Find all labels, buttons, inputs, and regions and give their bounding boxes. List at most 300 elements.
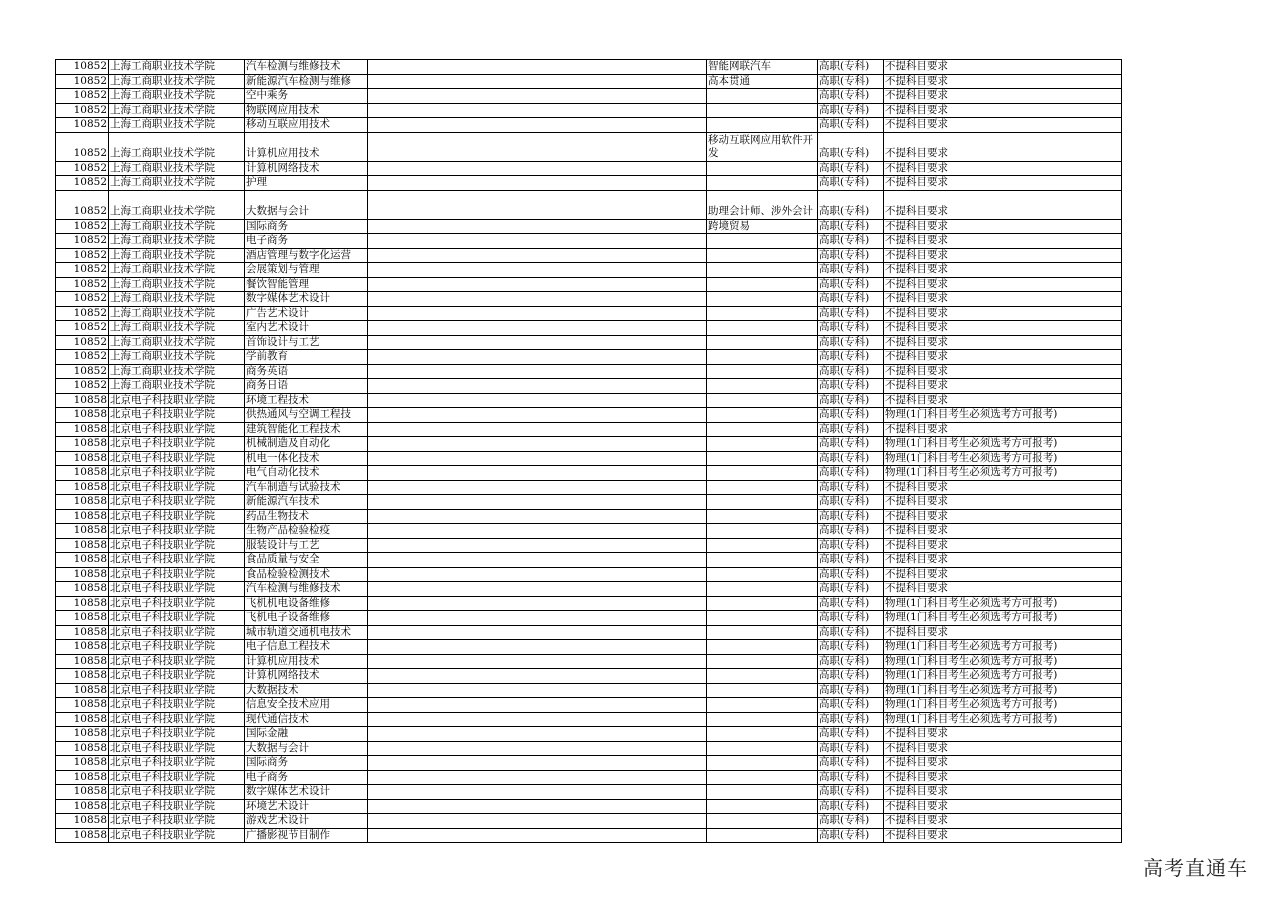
table-row — [56, 379, 1122, 394]
major-name-cell: 商务英语 — [245, 364, 368, 379]
table-row — [56, 437, 1122, 452]
empty-cell — [368, 553, 707, 568]
major-name-cell: 环境工程技术 — [245, 393, 368, 408]
empty-cell — [368, 698, 707, 713]
subject-requirement-cell: 不提科目要求 — [884, 306, 1122, 321]
school-code-cell: 10858 — [56, 393, 109, 408]
table-row — [56, 234, 1122, 249]
major-name-cell: 移动互联应用技术 — [245, 118, 368, 133]
subject-requirement-cell: 不提科目要求 — [884, 509, 1122, 524]
major-name-cell: 计算机应用技术 — [245, 132, 368, 161]
empty-cell — [368, 292, 707, 307]
major-direction-cell — [707, 828, 818, 843]
table-row — [56, 263, 1122, 278]
subject-requirement-cell: 不提科目要求 — [884, 379, 1122, 394]
major-direction-cell — [707, 321, 818, 336]
subject-requirement-cell: 不提科目要求 — [884, 814, 1122, 829]
empty-cell — [368, 306, 707, 321]
table-row — [56, 306, 1122, 321]
level-cell: 高职(专科) — [818, 60, 884, 75]
major-direction-cell — [707, 161, 818, 176]
empty-cell — [368, 712, 707, 727]
level-cell: 高职(专科) — [818, 799, 884, 814]
school-code-cell: 10858 — [56, 770, 109, 785]
enrollment-table — [55, 59, 1122, 843]
table-row — [56, 422, 1122, 437]
school-name-cell: 上海工商职业技术学院 — [109, 277, 245, 292]
subject-requirement-cell: 不提科目要求 — [884, 422, 1122, 437]
empty-cell — [368, 669, 707, 684]
major-direction-cell — [707, 611, 818, 626]
empty-cell — [368, 611, 707, 626]
empty-cell — [368, 60, 707, 75]
table-row — [56, 103, 1122, 118]
major-name-cell: 信息安全技术应用 — [245, 698, 368, 713]
watermark: 高考直通车 — [1143, 856, 1248, 880]
school-code-cell: 10852 — [56, 74, 109, 89]
subject-requirement-cell: 不提科目要求 — [884, 263, 1122, 278]
level-cell: 高职(专科) — [818, 582, 884, 597]
major-direction-cell — [707, 277, 818, 292]
empty-cell — [368, 118, 707, 133]
major-name-cell: 城市轨道交通机电技术 — [245, 625, 368, 640]
school-code-cell: 10852 — [56, 277, 109, 292]
table-row — [56, 524, 1122, 539]
table-row — [56, 712, 1122, 727]
school-code-cell: 10852 — [56, 234, 109, 249]
major-name-cell: 电子商务 — [245, 770, 368, 785]
school-name-cell: 北京电子科技职业学院 — [109, 596, 245, 611]
table-row — [56, 176, 1122, 191]
major-direction-cell — [707, 785, 818, 800]
school-code-cell: 10858 — [56, 582, 109, 597]
school-code-cell: 10852 — [56, 176, 109, 191]
school-code-cell: 10858 — [56, 654, 109, 669]
level-cell: 高职(专科) — [818, 828, 884, 843]
major-direction-cell — [707, 292, 818, 307]
table-row — [56, 625, 1122, 640]
subject-requirement-cell: 物理(1门科目考生必须选考方可报考) — [884, 669, 1122, 684]
empty-cell — [368, 799, 707, 814]
empty-cell — [368, 190, 707, 219]
table-row — [56, 756, 1122, 771]
subject-requirement-cell: 不提科目要求 — [884, 582, 1122, 597]
major-direction-cell — [707, 698, 818, 713]
table-row — [56, 770, 1122, 785]
major-name-cell: 新能源汽车技术 — [245, 495, 368, 510]
major-direction-cell — [707, 727, 818, 742]
level-cell: 高职(专科) — [818, 756, 884, 771]
subject-requirement-cell: 不提科目要求 — [884, 393, 1122, 408]
school-code-cell: 10852 — [56, 89, 109, 104]
major-name-cell: 国际商务 — [245, 756, 368, 771]
subject-requirement-cell: 不提科目要求 — [884, 756, 1122, 771]
level-cell: 高职(专科) — [818, 379, 884, 394]
level-cell: 高职(专科) — [818, 350, 884, 365]
empty-cell — [368, 495, 707, 510]
school-name-cell: 上海工商职业技术学院 — [109, 60, 245, 75]
major-direction-cell — [707, 422, 818, 437]
level-cell: 高职(专科) — [818, 248, 884, 263]
major-direction-cell — [707, 654, 818, 669]
major-name-cell: 汽车检测与维修技术 — [245, 60, 368, 75]
school-name-cell: 北京电子科技职业学院 — [109, 669, 245, 684]
major-name-cell: 首饰设计与工艺 — [245, 335, 368, 350]
major-direction-cell — [707, 176, 818, 191]
level-cell: 高职(专科) — [818, 437, 884, 452]
major-name-cell: 新能源汽车检测与维修 — [245, 74, 368, 89]
table-body — [56, 60, 1122, 843]
major-name-cell: 药品生物技术 — [245, 509, 368, 524]
school-name-cell: 北京电子科技职业学院 — [109, 509, 245, 524]
school-code-cell: 10858 — [56, 466, 109, 481]
subject-requirement-cell: 不提科目要求 — [884, 248, 1122, 263]
empty-cell — [368, 277, 707, 292]
level-cell: 高职(专科) — [818, 480, 884, 495]
empty-cell — [368, 234, 707, 249]
level-cell: 高职(专科) — [818, 654, 884, 669]
empty-cell — [368, 263, 707, 278]
table-row — [56, 698, 1122, 713]
school-code-cell: 10858 — [56, 422, 109, 437]
subject-requirement-cell: 不提科目要求 — [884, 60, 1122, 75]
level-cell: 高职(专科) — [818, 698, 884, 713]
major-direction-cell — [707, 509, 818, 524]
subject-requirement-cell: 物理(1门科目考生必须选考方可报考) — [884, 437, 1122, 452]
major-name-cell: 电气自动化技术 — [245, 466, 368, 481]
school-name-cell: 上海工商职业技术学院 — [109, 263, 245, 278]
major-direction-cell — [707, 379, 818, 394]
empty-cell — [368, 74, 707, 89]
empty-cell — [368, 654, 707, 669]
table-row — [56, 640, 1122, 655]
table-row — [56, 248, 1122, 263]
table-row — [56, 364, 1122, 379]
subject-requirement-cell: 物理(1门科目考生必须选考方可报考) — [884, 683, 1122, 698]
table-row — [56, 741, 1122, 756]
table-row — [56, 60, 1122, 75]
school-code-cell: 10852 — [56, 335, 109, 350]
level-cell: 高职(专科) — [818, 219, 884, 234]
level-cell: 高职(专科) — [818, 364, 884, 379]
school-name-cell: 上海工商职业技术学院 — [109, 364, 245, 379]
subject-requirement-cell: 不提科目要求 — [884, 553, 1122, 568]
school-name-cell: 上海工商职业技术学院 — [109, 132, 245, 161]
subject-requirement-cell: 物理(1门科目考生必须选考方可报考) — [884, 611, 1122, 626]
major-direction-cell — [707, 524, 818, 539]
empty-cell — [368, 538, 707, 553]
level-cell: 高职(专科) — [818, 509, 884, 524]
major-direction-cell — [707, 567, 818, 582]
major-direction-cell — [707, 582, 818, 597]
subject-requirement-cell: 不提科目要求 — [884, 770, 1122, 785]
school-code-cell: 10852 — [56, 350, 109, 365]
empty-cell — [368, 451, 707, 466]
school-code-cell: 10858 — [56, 683, 109, 698]
subject-requirement-cell: 不提科目要求 — [884, 538, 1122, 553]
empty-cell — [368, 727, 707, 742]
school-code-cell: 10852 — [56, 190, 109, 219]
major-name-cell: 计算机网络技术 — [245, 669, 368, 684]
subject-requirement-cell: 不提科目要求 — [884, 89, 1122, 104]
empty-cell — [368, 683, 707, 698]
level-cell: 高职(专科) — [818, 669, 884, 684]
empty-cell — [368, 466, 707, 481]
table-row — [56, 451, 1122, 466]
school-code-cell: 10852 — [56, 379, 109, 394]
school-name-cell: 北京电子科技职业学院 — [109, 408, 245, 423]
empty-cell — [368, 596, 707, 611]
school-code-cell: 10858 — [56, 698, 109, 713]
school-code-cell: 10858 — [56, 408, 109, 423]
school-name-cell: 北京电子科技职业学院 — [109, 799, 245, 814]
major-name-cell: 计算机网络技术 — [245, 161, 368, 176]
major-direction-cell — [707, 596, 818, 611]
subject-requirement-cell: 物理(1门科目考生必须选考方可报考) — [884, 596, 1122, 611]
empty-cell — [368, 393, 707, 408]
table-row — [56, 393, 1122, 408]
empty-cell — [368, 480, 707, 495]
major-direction-cell: 助理会计师、涉外会计 — [707, 190, 818, 219]
school-code-cell: 10858 — [56, 538, 109, 553]
subject-requirement-cell: 不提科目要求 — [884, 785, 1122, 800]
major-direction-cell — [707, 712, 818, 727]
major-name-cell: 食品质量与安全 — [245, 553, 368, 568]
major-name-cell: 商务日语 — [245, 379, 368, 394]
school-code-cell: 10858 — [56, 727, 109, 742]
table-row — [56, 509, 1122, 524]
subject-requirement-cell: 物理(1门科目考生必须选考方可报考) — [884, 698, 1122, 713]
major-name-cell: 现代通信技术 — [245, 712, 368, 727]
level-cell: 高职(专科) — [818, 263, 884, 278]
major-name-cell: 服装设计与工艺 — [245, 538, 368, 553]
major-name-cell: 汽车检测与维修技术 — [245, 582, 368, 597]
table-row — [56, 785, 1122, 800]
table-row — [56, 654, 1122, 669]
major-name-cell: 飞机机电设备维修 — [245, 596, 368, 611]
level-cell: 高职(专科) — [818, 770, 884, 785]
level-cell: 高职(专科) — [818, 422, 884, 437]
school-name-cell: 上海工商职业技术学院 — [109, 234, 245, 249]
school-code-cell: 10852 — [56, 364, 109, 379]
subject-requirement-cell: 不提科目要求 — [884, 524, 1122, 539]
major-direction-cell — [707, 335, 818, 350]
school-name-cell: 上海工商职业技术学院 — [109, 292, 245, 307]
major-name-cell: 数字媒体艺术设计 — [245, 292, 368, 307]
empty-cell — [368, 103, 707, 118]
school-name-cell: 上海工商职业技术学院 — [109, 190, 245, 219]
table-row — [56, 567, 1122, 582]
major-name-cell: 广播影视节目制作 — [245, 828, 368, 843]
school-code-cell: 10852 — [56, 118, 109, 133]
major-name-cell: 餐饮智能管理 — [245, 277, 368, 292]
level-cell: 高职(专科) — [818, 321, 884, 336]
table-row — [56, 335, 1122, 350]
table-row — [56, 582, 1122, 597]
empty-cell — [368, 828, 707, 843]
school-name-cell: 北京电子科技职业学院 — [109, 553, 245, 568]
subject-requirement-cell: 不提科目要求 — [884, 625, 1122, 640]
empty-cell — [368, 640, 707, 655]
school-name-cell: 北京电子科技职业学院 — [109, 770, 245, 785]
school-name-cell: 北京电子科技职业学院 — [109, 611, 245, 626]
major-name-cell: 大数据技术 — [245, 683, 368, 698]
school-name-cell: 上海工商职业技术学院 — [109, 248, 245, 263]
empty-cell — [368, 321, 707, 336]
subject-requirement-cell: 物理(1门科目考生必须选考方可报考) — [884, 451, 1122, 466]
subject-requirement-cell: 不提科目要求 — [884, 132, 1122, 161]
level-cell: 高职(专科) — [818, 277, 884, 292]
subject-requirement-cell: 不提科目要求 — [884, 828, 1122, 843]
level-cell: 高职(专科) — [818, 495, 884, 510]
subject-requirement-cell: 物理(1门科目考生必须选考方可报考) — [884, 654, 1122, 669]
empty-cell — [368, 408, 707, 423]
school-name-cell: 上海工商职业技术学院 — [109, 161, 245, 176]
school-name-cell: 上海工商职业技术学院 — [109, 321, 245, 336]
school-name-cell: 上海工商职业技术学院 — [109, 350, 245, 365]
major-name-cell: 机械制造及自动化 — [245, 437, 368, 452]
school-code-cell: 10858 — [56, 828, 109, 843]
level-cell: 高职(专科) — [818, 89, 884, 104]
major-direction-cell — [707, 408, 818, 423]
school-name-cell: 北京电子科技职业学院 — [109, 495, 245, 510]
major-name-cell: 会展策划与管理 — [245, 263, 368, 278]
major-name-cell: 汽车制造与试验技术 — [245, 480, 368, 495]
empty-cell — [368, 350, 707, 365]
major-direction-cell — [707, 364, 818, 379]
major-name-cell: 机电一体化技术 — [245, 451, 368, 466]
table-row — [56, 495, 1122, 510]
subject-requirement-cell: 不提科目要求 — [884, 103, 1122, 118]
empty-cell — [368, 89, 707, 104]
level-cell: 高职(专科) — [818, 408, 884, 423]
subject-requirement-cell: 物理(1门科目考生必须选考方可报考) — [884, 712, 1122, 727]
table-row — [56, 219, 1122, 234]
subject-requirement-cell: 不提科目要求 — [884, 727, 1122, 742]
level-cell: 高职(专科) — [818, 176, 884, 191]
table-row — [56, 190, 1122, 219]
school-code-cell: 10858 — [56, 611, 109, 626]
school-name-cell: 北京电子科技职业学院 — [109, 654, 245, 669]
subject-requirement-cell: 不提科目要求 — [884, 190, 1122, 219]
empty-cell — [368, 379, 707, 394]
school-code-cell: 10858 — [56, 480, 109, 495]
subject-requirement-cell: 不提科目要求 — [884, 741, 1122, 756]
school-name-cell: 北京电子科技职业学院 — [109, 828, 245, 843]
school-name-cell: 北京电子科技职业学院 — [109, 785, 245, 800]
school-name-cell: 北京电子科技职业学院 — [109, 756, 245, 771]
major-direction-cell — [707, 466, 818, 481]
level-cell: 高职(专科) — [818, 335, 884, 350]
level-cell: 高职(专科) — [818, 103, 884, 118]
level-cell: 高职(专科) — [818, 292, 884, 307]
empty-cell — [368, 582, 707, 597]
table-row — [56, 118, 1122, 133]
subject-requirement-cell: 不提科目要求 — [884, 118, 1122, 133]
table-row — [56, 466, 1122, 481]
level-cell: 高职(专科) — [818, 451, 884, 466]
major-direction-cell — [707, 350, 818, 365]
level-cell: 高职(专科) — [818, 190, 884, 219]
subject-requirement-cell: 不提科目要求 — [884, 277, 1122, 292]
major-direction-cell — [707, 118, 818, 133]
school-name-cell: 北京电子科技职业学院 — [109, 567, 245, 582]
level-cell: 高职(专科) — [818, 553, 884, 568]
school-code-cell: 10858 — [56, 451, 109, 466]
table-row — [56, 814, 1122, 829]
major-direction-cell: 移动互联网应用软件开发 — [707, 132, 818, 161]
level-cell: 高职(专科) — [818, 683, 884, 698]
major-name-cell: 计算机应用技术 — [245, 654, 368, 669]
major-name-cell: 电子商务 — [245, 234, 368, 249]
school-name-cell: 北京电子科技职业学院 — [109, 422, 245, 437]
subject-requirement-cell: 不提科目要求 — [884, 480, 1122, 495]
major-direction-cell: 智能网联汽车 — [707, 60, 818, 75]
school-code-cell: 10852 — [56, 161, 109, 176]
major-name-cell: 酒店管理与数字化运营 — [245, 248, 368, 263]
school-code-cell: 10858 — [56, 756, 109, 771]
school-name-cell: 北京电子科技职业学院 — [109, 712, 245, 727]
table-row — [56, 350, 1122, 365]
school-name-cell: 北京电子科技职业学院 — [109, 727, 245, 742]
major-direction-cell: 高本贯通 — [707, 74, 818, 89]
table-row — [56, 799, 1122, 814]
school-code-cell: 10852 — [56, 103, 109, 118]
level-cell: 高职(专科) — [818, 712, 884, 727]
level-cell: 高职(专科) — [818, 814, 884, 829]
school-name-cell: 上海工商职业技术学院 — [109, 89, 245, 104]
subject-requirement-cell: 物理(1门科目考生必须选考方可报考) — [884, 640, 1122, 655]
table-row — [56, 553, 1122, 568]
major-name-cell: 学前教育 — [245, 350, 368, 365]
major-name-cell: 数字媒体艺术设计 — [245, 785, 368, 800]
major-direction-cell — [707, 553, 818, 568]
level-cell: 高职(专科) — [818, 132, 884, 161]
school-name-cell: 北京电子科技职业学院 — [109, 480, 245, 495]
subject-requirement-cell: 不提科目要求 — [884, 799, 1122, 814]
empty-cell — [368, 132, 707, 161]
subject-requirement-cell: 不提科目要求 — [884, 234, 1122, 249]
major-direction-cell — [707, 234, 818, 249]
level-cell: 高职(专科) — [818, 611, 884, 626]
level-cell: 高职(专科) — [818, 234, 884, 249]
school-code-cell: 10852 — [56, 248, 109, 263]
school-code-cell: 10858 — [56, 437, 109, 452]
school-name-cell: 北京电子科技职业学院 — [109, 698, 245, 713]
subject-requirement-cell: 不提科目要求 — [884, 161, 1122, 176]
school-name-cell: 上海工商职业技术学院 — [109, 103, 245, 118]
school-name-cell: 北京电子科技职业学院 — [109, 466, 245, 481]
major-name-cell: 国际金融 — [245, 727, 368, 742]
school-code-cell: 10852 — [56, 321, 109, 336]
major-direction-cell — [707, 248, 818, 263]
major-name-cell: 游戏艺术设计 — [245, 814, 368, 829]
subject-requirement-cell: 物理(1门科目考生必须选考方可报考) — [884, 408, 1122, 423]
level-cell: 高职(专科) — [818, 567, 884, 582]
table-row — [56, 828, 1122, 843]
major-direction-cell — [707, 538, 818, 553]
empty-cell — [368, 219, 707, 234]
school-name-cell: 北京电子科技职业学院 — [109, 582, 245, 597]
empty-cell — [368, 741, 707, 756]
level-cell: 高职(专科) — [818, 74, 884, 89]
table-row — [56, 292, 1122, 307]
subject-requirement-cell: 不提科目要求 — [884, 495, 1122, 510]
table-row — [56, 89, 1122, 104]
table-row — [56, 132, 1122, 161]
school-code-cell: 10852 — [56, 60, 109, 75]
subject-requirement-cell: 不提科目要求 — [884, 321, 1122, 336]
